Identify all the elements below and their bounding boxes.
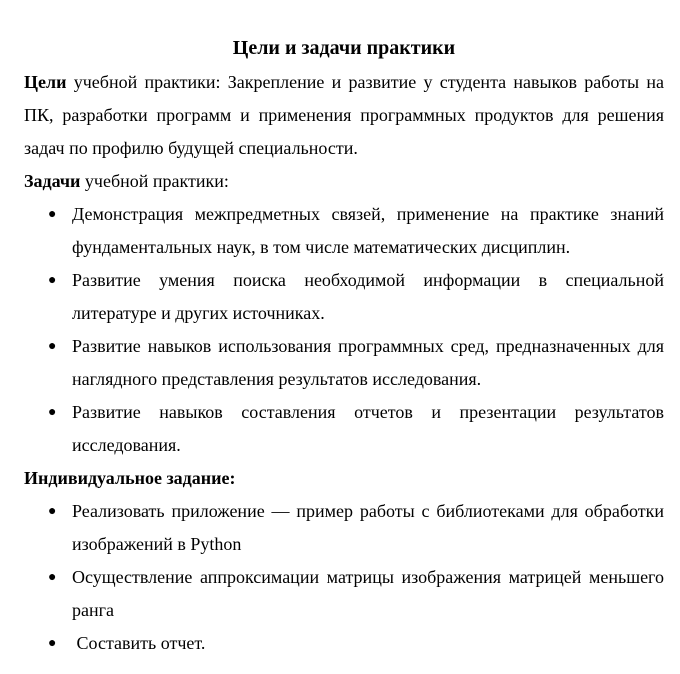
goals-text: учебной практики: Закрепление и развитие у студента навыков работы на ПК, разработки программ и применения программных продуктов для решения задач по профилю будущей специальности. xyxy=(24,72,664,158)
list-item-text: Демонстрация межпредметных связей, применение на практике знаний фундаментальных наук, в том числе математических дисциплин. xyxy=(72,204,664,257)
tasks-label: Задачи xyxy=(24,171,81,191)
list-item xyxy=(24,198,664,264)
list-item-text: Развитие навыков составления отчетов и презентации результатов исследования. xyxy=(72,402,664,455)
bullet-icon: ● xyxy=(48,504,57,519)
bullet-icon: ● xyxy=(48,339,57,354)
list-item xyxy=(24,264,664,330)
goals-paragraph xyxy=(24,66,664,165)
list-item-text: Реализовать приложение — пример работы с библиотеками для обработки изображений в Python xyxy=(72,501,664,554)
page-title: Цели и задачи практики xyxy=(232,37,456,59)
bullet-icon: ● xyxy=(48,273,57,288)
bullet-icon: ● xyxy=(48,570,57,585)
list-item xyxy=(24,561,664,627)
list-item-text: Развитие навыков использования программных сред, предназначенных для наглядного представления результатов исследования. xyxy=(72,336,664,389)
list-item-text: Составить отчет. xyxy=(72,633,206,653)
tasks-heading xyxy=(24,165,664,198)
tasks-text: учебной практики: xyxy=(80,171,229,191)
bullet-icon: ● xyxy=(48,636,57,651)
individual-list xyxy=(24,495,664,660)
list-item xyxy=(24,396,664,462)
individual-heading xyxy=(24,462,664,495)
list-item-text: Развитие умения поиска необходимой информации в специальной литературе и других источниках. xyxy=(72,270,664,323)
individual-label: Индивидуальное задание: xyxy=(24,468,236,488)
list-item xyxy=(24,330,664,396)
list-item xyxy=(24,627,664,660)
list-item xyxy=(24,495,664,561)
list-item-text: Осуществление аппроксимации матрицы изображения матрицей меньшего ранга xyxy=(72,567,664,620)
bullet-icon: ● xyxy=(48,405,57,420)
tasks-list xyxy=(24,198,664,462)
bullet-icon: ● xyxy=(48,207,57,222)
goals-label: Цели xyxy=(24,72,67,92)
